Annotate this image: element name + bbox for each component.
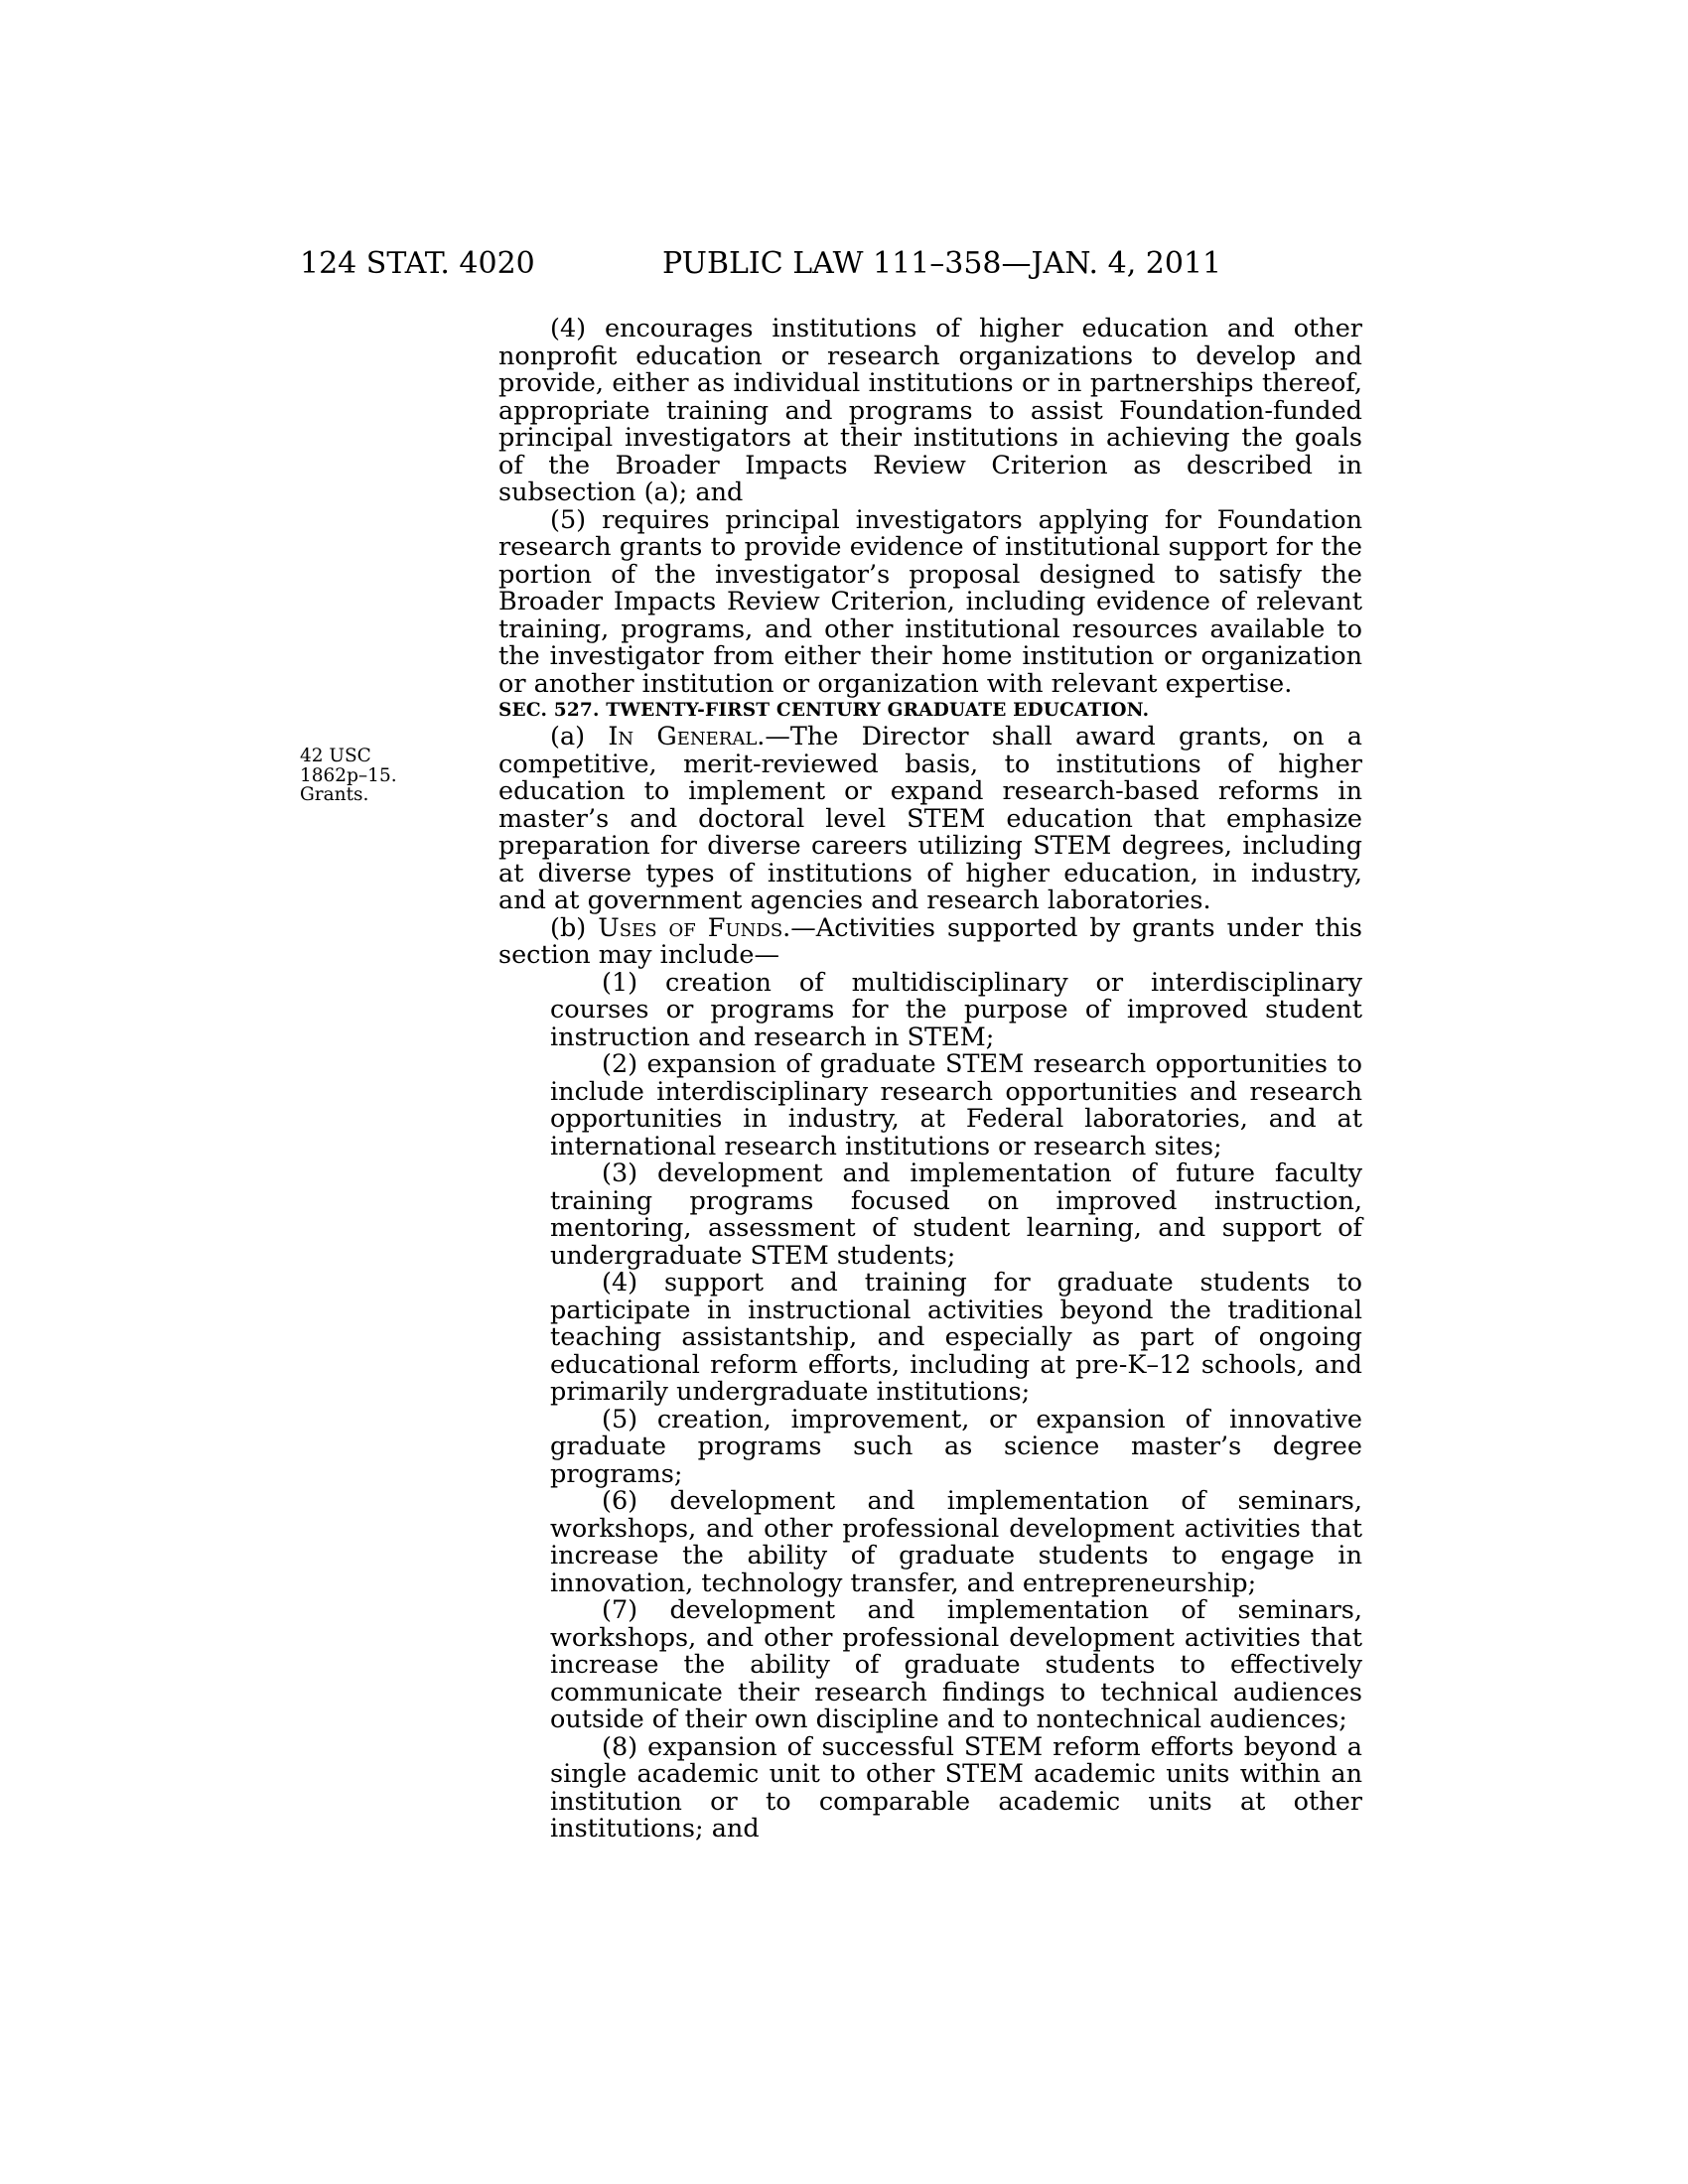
- list-item: (5) creation, improvement, or expansion of innovative graduate programs such as science master’s degree programs;: [550, 1404, 1362, 1489]
- paragraph-5: (5) requires principal investigators applying for Foundation research grants to provide evidence of institutional support for the portion of the investigator’s proposal designed to satisfy the Broader Impacts Review Criterion, including evidence of relevant training, programs, and other institutional resources available to the investigator from either their home institution or organization or another institution or organization with relevant expertise.: [498, 504, 1362, 699]
- list-item: (8) expansion of successful STEM reform efforts beyond a single academic unit to other STEM academic units within an institution or to comparable academic units at other institutions; and: [550, 1731, 1362, 1843]
- list-item: (1) creation of multidisciplinary or interdisciplinary courses or programs for the purpose of improved student instruction and research in STEM;: [550, 967, 1362, 1052]
- list-item: (7) development and implementation of seminars, workshops, and other professional development activities that increase the ability of graduate students to effectively communicate their research findings to technical audiences outside of their own discipline and to nontechnical audiences;: [550, 1595, 1362, 1734]
- subsection-b-caption: Uses of Funds: [598, 912, 783, 943]
- list-item: (2) expansion of graduate STEM research opportunities to include interdisciplinary research opportunities and research opportunities in industry, at Federal laboratories, and at international research institutions or research sites;: [550, 1049, 1362, 1161]
- paragraph-4: (4) encourages institutions of higher education and other nonprofit education or research organizations to develop and provide, either as individual institutions or in partnerships thereof, appropriate training and programs to assist Foundation-funded principal investigators at their institutions in achieving the goals of the Broader Impacts Review Criterion as described in subsection (a); and: [498, 314, 1362, 507]
- margin-note-section: 1862p–15.: [300, 764, 397, 786]
- section-heading: SEC. 527. TWENTY-FIRST CENTURY GRADUATE EDUCATION.: [498, 700, 1150, 721]
- subsection-a-label: (a): [550, 722, 609, 751]
- subsection-a-caption: In General: [608, 722, 758, 751]
- subsection-a-text: .—The Director shall award grants, on a competitive, merit-reviewed basis, to institutions of higher education to implement or expand research-based reforms in master’s and doctoral level STEM education that emphasize preparation for diverse careers utilizing STEM degrees, including at diverse types of institutions of higher education, in industry, and at government agencies and research laboratories.: [498, 722, 1362, 915]
- public-law-citation: PUBLIC LAW 111–358—JAN. 4, 2011: [662, 246, 1222, 281]
- margin-note: [300, 747, 449, 805]
- list-item: (6) development and implementation of seminars, workshops, and other professional development activities that increase the ability of graduate students to engage in innovation, technology transfer, and entrepreneurship;: [550, 1486, 1362, 1598]
- subsection-b-label: (b): [550, 912, 599, 943]
- margin-note-topic: Grants.: [300, 784, 369, 805]
- stat-page-number: 124 STAT. 4020: [300, 246, 535, 281]
- body-text: [498, 316, 1362, 1843]
- subsection-b-text: .—Activities supported by grants under this section may include—: [498, 912, 1362, 970]
- subsection-b: [498, 912, 1362, 970]
- subsection-a: [498, 724, 1362, 915]
- margin-note-usc: 42 USC: [300, 746, 371, 766]
- list-item: (4) support and training for graduate students to participate in instructional activities beyond the traditional teaching assistantship, and especially as part of ongoing educational reform efforts, including at pre-K–12 schools, and primarily undergraduate institutions;: [550, 1268, 1362, 1407]
- list-item: (3) development and implementation of future faculty training programs focused on improved instruction, mentoring, assessment of student learning, and support of undergraduate STEM students;: [550, 1159, 1362, 1271]
